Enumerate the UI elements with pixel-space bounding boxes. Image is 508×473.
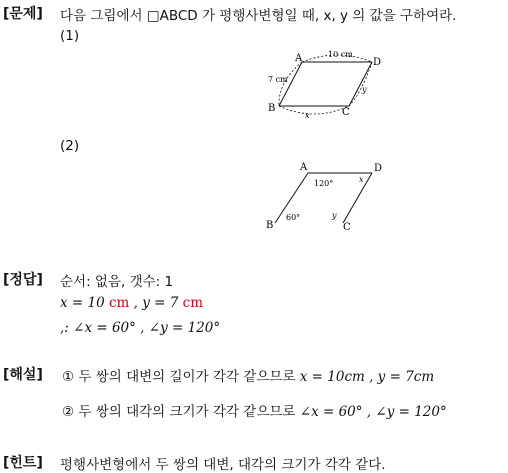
answer-y-unit: cm [182,295,204,311]
answer-meta: 순서: 없음, 갯수: 1 [60,274,174,290]
fig2-label-d: D [374,163,383,174]
fig2-angle-b: 60° [286,213,301,222]
figure-1-parallelogram [262,44,392,122]
answer-x-unit: cm [108,295,130,311]
problem-statement: 다음 그림에서 □ABCD 가 평행사변형일 때, x, y 의 값을 구하여라. [60,8,457,24]
sub-question-1: (1) [60,28,80,44]
solution-tag: [해설] [3,367,43,383]
hint-text: 평행사변형에서 두 쌍의 대변, 대각의 크기가 각각 같다. [60,457,386,473]
answer-angles: ,: ∠x = 60° , ∠y = 120° [60,320,221,336]
fig1-label-left: 7 cm [268,75,288,84]
figure-2-parallelogram [262,158,392,236]
fig2-label-c: C [343,222,351,233]
fig1-label-a: A [295,53,303,64]
fig2-angle-d: x [359,175,364,184]
fig1-label-right: y [362,85,367,94]
answer-tag: [정답] [3,272,43,288]
problem-tag: [문제] [3,6,43,22]
fig1-label-top: 10 cm [328,50,353,59]
fig2-label-a: A [300,162,308,173]
solution-line-2: ② 두 쌍의 대각의 크기가 각각 같으므로 ∠x = 60° , ∠y = 120° [62,404,447,420]
answer-values [60,295,203,311]
fig2-angle-c: y [332,211,337,220]
fig1-label-d: D [373,57,382,68]
fig2-angle-a: 120° [314,179,334,188]
fig1-label-bottom: x [305,111,310,120]
answer-x: x = 10 [60,295,105,311]
fig1-label-c: C [342,107,350,118]
hint-tag: [힌트] [3,455,43,471]
answer-y: , y = 7 [133,295,179,311]
sub-question-2: (2) [60,138,80,154]
solution-line-1: ① 두 쌍의 대변의 길이가 각각 같으므로 x = 10cm , y = 7cm [62,369,435,385]
fig2-label-b: B [266,220,274,231]
fig1-label-b: B [268,103,276,114]
